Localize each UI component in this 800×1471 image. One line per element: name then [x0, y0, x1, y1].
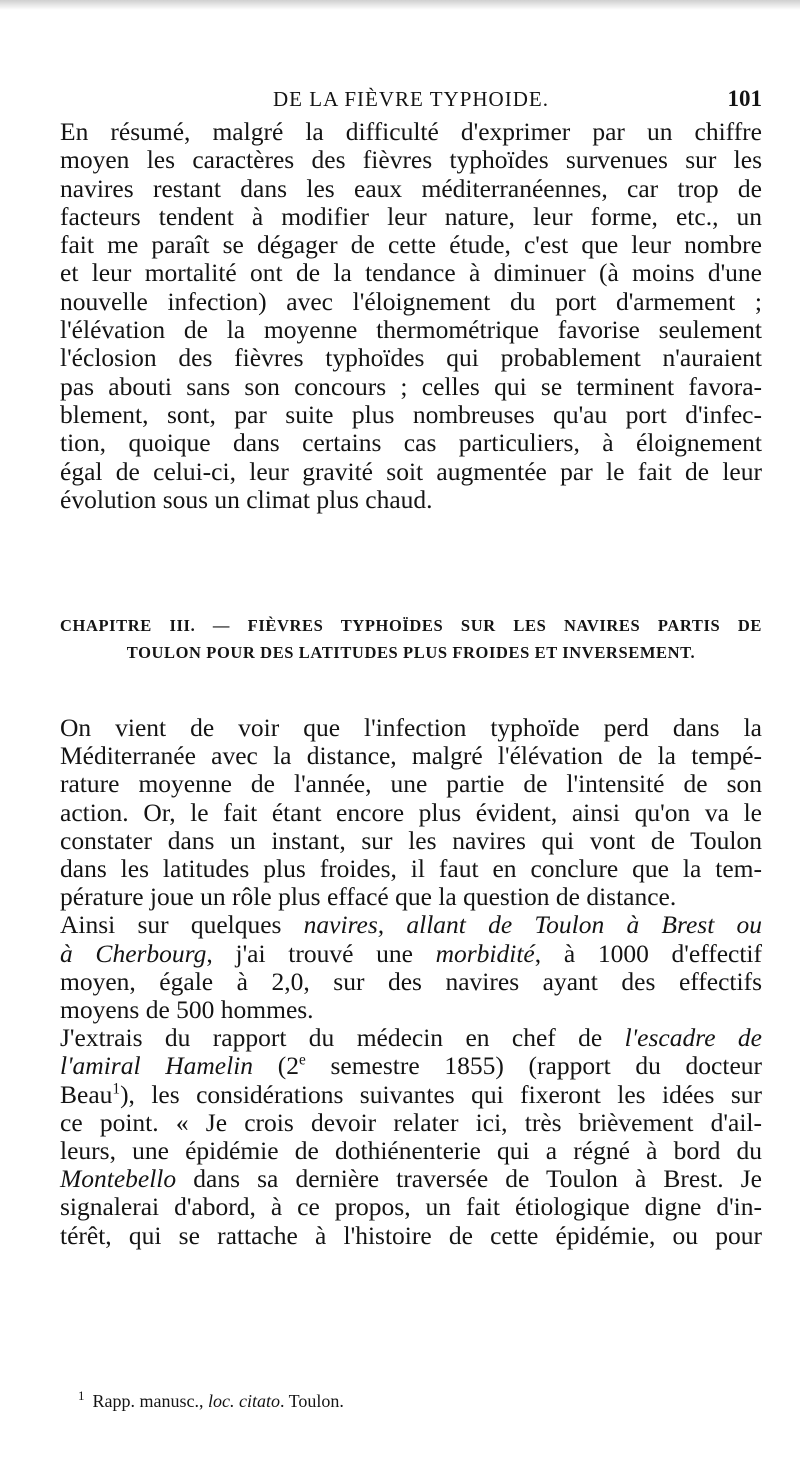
- text-run: ), les considérations suivantes qui fixeront les idées sur: [120, 1079, 762, 1109]
- text-line: égal de celui-ci, leur gravité soit augmentée par le fait de leur: [60, 456, 762, 486]
- page-number: 101: [727, 86, 762, 111]
- text-run: (2: [253, 1051, 299, 1081]
- text-run: Beau: [60, 1079, 113, 1109]
- text-line: En résumé, malgré la difficulté d'exprimer par un chiffre: [60, 117, 762, 146]
- text-line: constater dans un instant, sur les navires qui vont de Toulon: [60, 825, 762, 855]
- text-run: J'extrais du rapport du médecin en chef de: [60, 1023, 625, 1053]
- page-edge: [0, 0, 800, 10]
- page-header: [60, 84, 762, 114]
- italic-run: l'escadre de: [624, 1023, 762, 1053]
- text-line: pas abouti sans son concours ; celles qui se terminent favora-: [60, 371, 762, 401]
- text-line: moyens de 500 hommes.: [60, 995, 314, 1025]
- text-run: semestre 1855) (rapport du docteur: [305, 1051, 763, 1081]
- text-line: fait me paraît se dégager de cette étude, c'est que leur nombre: [60, 230, 762, 260]
- footnote-text: Rapp. manusc.,: [92, 1391, 208, 1411]
- text-line: l'éclosion des fièvres typhoïdes qui probablement n'auraient: [60, 343, 762, 373]
- text-line: rature moyenne de l'année, une partie de l'intensité de son: [60, 769, 762, 799]
- footnote-ref: 1: [112, 1080, 121, 1098]
- paragraph-summary: [60, 118, 762, 514]
- text-line: [60, 1052, 762, 1080]
- footnote-italic: loc. citato: [207, 1391, 280, 1411]
- text-line: [60, 1165, 762, 1193]
- text-run: dans sa dernière traversée de Toulon à Brest. Je: [176, 1164, 762, 1194]
- footnote-mark: 1: [78, 1388, 85, 1403]
- text-line: et leur mortalité ont de la tendance à diminuer (à moins d'une: [60, 258, 762, 288]
- text-line: nouvelle infection) avec l'éloignement du port d'armement ;: [60, 286, 762, 316]
- running-title: DE LA FIÈVRE TYPHOIDE.: [273, 87, 549, 111]
- chapter-body: [60, 714, 762, 1250]
- text-line: action. Or, le fait étant encore plus évident, ainsi qu'on va le: [60, 797, 762, 827]
- chapter-heading-line: CHAPITRE III. — FIÈVRES TYPHOÏDES SUR LES NAVIRES PARTIS DE: [60, 616, 762, 635]
- text-run: , à 1000 d'effectif: [534, 938, 762, 968]
- chapter-heading: [60, 612, 762, 666]
- text-line: On vient de voir que l'infection typhoïde perd dans la: [60, 713, 762, 742]
- text-line: [60, 940, 762, 968]
- text-line: leurs, une épidémie de dothiénenterie qui a régné à bord du: [60, 1136, 762, 1166]
- italic-run: à Cherbourg: [60, 938, 207, 968]
- italic-run: morbidité: [435, 938, 535, 968]
- text-line: l'élévation de la moyenne thermométrique favorise seulement: [60, 315, 762, 345]
- text-line: facteurs tendent à modifier leur nature, leur forme, etc., un: [60, 201, 762, 231]
- text-line: tion, quoique dans certains cas particuliers, à éloignement: [60, 428, 762, 458]
- footnote: [78, 1390, 344, 1412]
- text-line: moyen, égale à 2,0, sur des navires ayant des effectifs: [60, 966, 762, 996]
- italic-run: navires, allant de Toulon à Brest ou: [303, 910, 762, 940]
- text-run: , j'ai trouvé une: [206, 938, 436, 968]
- text-line: évolution sous un climat plus chaud.: [60, 484, 433, 514]
- chapter-heading-line: TOULON POUR DES LATITUDES PLUS FROIDES ET INVERSEMENT.: [126, 643, 696, 662]
- text-line: [60, 1024, 762, 1052]
- footnote-text: . Toulon.: [279, 1391, 344, 1411]
- text-line: pérature joue un rôle plus effacé que la question de distance.: [60, 882, 677, 912]
- text-line: ce point. « Je crois devoir relater ici, très brièvement d'ail-: [60, 1107, 762, 1137]
- text-line: [60, 911, 762, 939]
- text-line: térêt, qui se rattache à l'histoire de cette épidémie, ou pour: [60, 1220, 762, 1250]
- text-line: moyen les caractères des fièvres typhoïdes survenues sur les: [60, 145, 762, 175]
- text-line: [60, 1081, 762, 1109]
- italic-run: l'amiral Hamelin: [60, 1051, 254, 1081]
- text-line: blement, sont, par suite plus nombreuses qu'au port d'infec-: [60, 399, 762, 429]
- text-line: dans les latitudes plus froides, il faut en conclure que la tem-: [60, 854, 762, 884]
- text-run: Ainsi sur quelques: [60, 910, 304, 940]
- italic-run: Montebello: [60, 1164, 177, 1194]
- superscript: e: [299, 1051, 306, 1069]
- text-line: Méditerranée avec la distance, malgré l'élévation de la tempé-: [60, 741, 762, 771]
- text-line: navires restant dans les eaux méditerranéennes, car trop de: [60, 173, 762, 203]
- text-line: signalerai d'abord, à ce propos, un fait étiologique digne d'in-: [60, 1192, 762, 1222]
